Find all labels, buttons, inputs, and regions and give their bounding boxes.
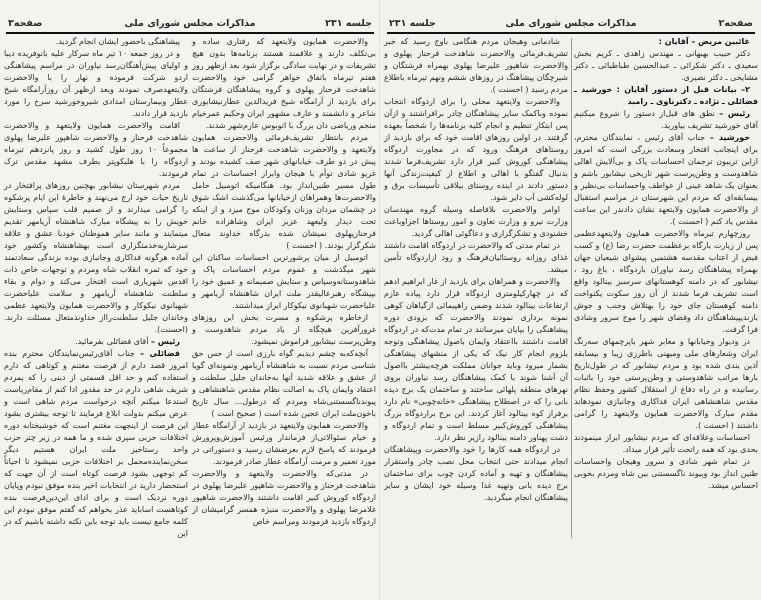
paragraph — [4, 336, 188, 348]
paragraph-text: والاحضرت ولایتعهد محلی را برای اردوگاه انتخاب نموده وبا‌کمک سایر پیشاهنگان چادر برافراشتند و ازآن پس ابتکار تنظیم و انجام کلیه برنامه‌ها را شخصاً بعهده گرفتند. در اولین روزهای اقامت خود که برای بازدید از روستاهای فرهنگ ورود که در مجاورت اردوگاه پیشاهنگی کوروش کبیر قرار دارد تشریف‌فرما شدند بدنبال گفتگو با اهالی و اطلاع از کیفیت‌زندگی آنها دستور دادند در اینده روستای بیلاقی تأسیسات برق و لوله‌کشی آب دایر شود. — [384, 97, 568, 202]
publication-title: مذاکرات مجلس شورای ملی — [505, 18, 637, 29]
paragraph-text: والاحضرت و همراهان برای بازدید از غار ابراهیم ادهم که در چهارکیلومتری اردوگاه قرار دارد پیاده عازم ارتفاعات بینالود شدند وضمن راهپیمائی ازگیاهان کوهی نمونه برداری نمودند والاحضرت که بزودی دوره پیشاهنگی را بپایان میرسانند در تمام مدت‌که در اردوگاه اقامت داشتند بااعتقاد وایمان باصول پیشاهنگی وتوجه بلزوم انجام کار نیک که یکی از منشهای پیشاهنگی بشمار میرود وباید جوانان مملکت هرچه‌بیشتر بااصول آن آشنا شوند با کمک پیشاهنگان رسد نیاوران بروی نهرهای منطقه پلهائی ساختند و ساختمان یک برج دیده بانی را که در اصطلاح پیشاهنگی «خانه‌چوبی» نام دارد برفراز کوه بینالود آغاز کردند. این برج براردوگاه بزرگ پیشاهنگی کوروش‌کبیر مسلط است و تمام اردوگاه و دشت پهناور دامنه بینالود رازیر نظر دارد. — [384, 277, 568, 442]
paragraph — [574, 228, 758, 336]
paragraph — [192, 348, 376, 420]
paragraph — [4, 48, 188, 120]
page-header — [8, 18, 372, 32]
paragraph — [384, 204, 568, 240]
speaker-label: غائبین مریض – آقایان : — [658, 37, 750, 46]
session-number: جلسه ۲۳۱ — [325, 18, 372, 29]
paragraph-text: شادمانی وهیجان مردم هنگامی باوج رسید که خبر تشریف‌فرمائی والاحضرت شاهدخت فرحناز پهلوی و والاحضرت شاهپور علیرضا پهلوی بهمراه فرشتگان و شیرچگان پیشاهنگ در روزهای ششم ونهم تیرماه باطلاع مردم رسید ( احسنت ). — [384, 37, 568, 94]
speaker-label: خورشید – — [709, 133, 750, 142]
paragraph — [574, 132, 758, 228]
paragraph-text: اوامر والاحضرت بلافاصله وسیله گروه مهندسان وزارت نیرو و وزارت تعاون و امور روستاها اجراوباعث خشنودی و تشکرگزاری و دعاگوئی اهالی گردید. — [384, 205, 568, 238]
paragraph-text: مردم بانتظار تشریف‌فرمائی والاحضرت همایون ولایتعهد و والاحضرت شاهدخت فرحناز از ساعت ها پیش در دو طرف خیابانهای شهر صف کشیده بودند و غریو شادی توأم با هیجان وابراز احساسات در تمام طول مسیر طنین‌انداز بود. هنگامیکه اتومبیل حامل والاحضرت‌ها وهمراهان ازخیابانها می‌گذشت اشک شوق در چشمان مردان وزنان وکودکان موج میزد و از اینکه تحت دیدار ولیعهد عزیز ایران وشاهزاده خانم فرحنازپهلوی نمیشان شده بدرگاه خداوند متعال شکرگزار بودند. ( احسنت ) — [192, 133, 376, 250]
paragraph-text: در ودیوار وخیابانها و معابر شهر باپرچمهای سه‌رنگ ایران وشعارهای ملی ومیهنی باطرزی زیبا و بیسابقه آذین بندی شده بود و مردم نیشابور که در طول‌تاریخ بارها مراتب شاهدوستی و وطن‌پرستی خود را باثبات رسانیده و در راه دفاع از استقلال کشور وحفظ نظام مقدس شاهنشاهی ایران فداکاری وجانبازی نمودهاند مقدم مبارک والاحضرت همایون ولایتعهد را گرامی داشتند ( احسنت ). — [574, 337, 758, 430]
paragraph — [192, 132, 376, 252]
paragraph-text: نطق های قبل‌از دستور را شروع میکنیم آقای خورشید تشریف بیاورید. — [574, 109, 758, 130]
paragraph-text: والاحضرت همایون ولایتعهد در بازدید از آرامگاه عطار و خیام سئوالاتی‌از فرماندار ورئیس آموزش‌وپرورش فرمودند که پاسخ لازم بعرضشان رسید و دستوراتی در مورد تعمیر و مرمت آرامگاه عطار صادر فرمودند. — [192, 421, 376, 466]
paragraph-text: روزچهارم تیرماه والاحضرت همایون ولایتعهدعظمی پس از زیارت بارگاه برعظمت حضرت رضا (ع) و کسب فیض از اعتاب مقدسه هشتمین پیشوای شیعیان جهان بهمراه پیشاهنگان رسد نیاوران باردوگاه ، باغ رود ، نیشابور که در دامنه کوهستانهای سرسبز بینالود واقع است تشریف فرما شدند از آن روز سکوت یکنواخت دامنه کوهستان جای خود را بهتلاش وجنب و جوش بازندیپیشاهنگان داد وفضای شهر را موج سرور وشادی فرا گرفت. — [574, 229, 758, 334]
paragraph — [384, 96, 568, 204]
speaker-label: فضائلی – — [140, 349, 181, 358]
session-number: جلسه ۲۳۱ — [389, 18, 436, 29]
paragraph — [574, 336, 758, 432]
paragraph — [574, 108, 758, 132]
paragraph — [4, 348, 188, 540]
paragraph — [192, 420, 376, 468]
paragraph — [192, 468, 376, 528]
paragraph — [574, 48, 758, 84]
paragraph-text: والاحضرت همایون ولایتعهد که رفتاری ساده و بی‌تکلف دارند و علاقمند هستند برنامه‌ها بدون هیچ تشریفات و در نهایت سادگی برگزار شود بعد ازظهر روز هفتم تیرماه باتفاق خواهر گرامی خود والاحضرت شاهدخت فرحناز پهلوی و گروه پیشاهنگان فرشتگان برای بازدید از آرامگاه شیخ فریدالدین عطارنیشابوری شاعر و دانشمند و عارف مشهور ایران وحکیم عمرخیام منجم وریاضی دان بزرگ با اتوبوس عازم‌شهر شدند. — [192, 37, 376, 130]
publication-title: مذاکرات مجلس شورای ملی — [124, 18, 256, 29]
paragraph-text: پیشاهنگی باحضور ایشان انجام گردید. — [55, 37, 180, 46]
left-page — [0, 0, 380, 600]
paragraph-text: اقامت والاحضرت همایون ولایتعهد و والاحضرت شاهدخت فرحناز و والاحضرت شاهپور علیرضا پهلوی مجموعاً ۱۰ روز طول کشید و روز پانزدهم تیرماه اردوگاه را با هلیکوپتر بطرف مشهد مقدس ترک فرمودند. — [4, 121, 189, 178]
text-column-left — [4, 36, 188, 540]
paragraph-text: جناب آقای رئیس ، نمایندگان محترم، برای اینجانب افتخار وسعادت بزرگی است که امروز ازاین تریبون ترجمان احساسات پاک و بی‌آلایش اهالی شاهدوست و وطن‌پرست شهر تاریخی نیشابور باشم و بعنوان یک شاهد عینی از عواطف واحساسات بی‌نظیر و بیسابقه‌ای که مردم این شهرستان در مراسم استقبال از والاحضرت همایون ولایتعهد نشان دادندر این ساعت مقدس یاد کنم ( احسنت ). — [574, 133, 758, 226]
paragraph — [192, 252, 376, 312]
page-number: صفحه۳ — [8, 18, 43, 29]
speaker-label: ۲– بیانات قبل از دستور آقایان : خورشید ـ فضائلی ـ نژاده ـ دکترناوی ـ رامبد — [574, 85, 758, 106]
paragraph-text: دکتر حبیب بهبهانی ـ مهندس زاهدی ـ کریم بخش سعیدی ـ دکتر شکرائی ـ عبدالحسین طباطبائی ـ دکتر مشایخی ـ دکتر نصیری. — [574, 49, 758, 82]
paragraph — [192, 312, 376, 348]
page-number: صفحه۲ — [718, 18, 753, 29]
text-column-right — [574, 36, 758, 492]
paragraph-text: جناب آقای‌رئیس‌نمایندگان محترم بنده امروز قصد دارم از فرصت مغتنم و کوتاهی که دارم استفاده کنم و حد اقل قسمتی از دینی را که بمردم شریف شاهی دارم در حد مقدور ادا کنم از مقام‌ریاست استدعا میکنم آنچه درخواست مردم شاهی است و عرض میکنم بدولت ابلاغ فرمایند تا توجه بیشتری بشود این فرصت از اینجهت مغتنم است که خوشبختانه دوره اختلافات حزبی سپری شده و ما همه در زیر چتر حزب واحد رستاخیز ملت ایران هستیم دیگر سخن‌نماینده‌محمل بر اختلافات حزبی نمیشود تا احیاناً کم توجهی بشود فرصت کوتاه است از آن جهت که استحضار دارید در انتخابات اخیر بنده موفق نبودم وپایان دوره نزدیک است و برای ادای این‌دین‌فرصت بنده کوتاهست اساباید عذر بخواهم که گفتم موفق نبودم این کلمه جامع نیست باید توجه باین نکته داشته باشیم که در این — [4, 349, 188, 538]
column-divider — [571, 38, 572, 538]
page-header — [389, 18, 753, 32]
paragraph-text: و در روز جمعه ۱۰ تیر ماه سرکار علیه بانوفریده دیبا و اولیای پیش‌آهنگان‌رسد نیاوران در مراسم پیشاهنگی اردو شرکت فرموده و نهار را با والاحضرت ولایتعهدصرف نمودند وبعد ازظهر آن روزآرامگاه شیخ عطار وبیمارستان امدادی شیروخورشید سرخ را مورد بازدید قرار دادند. — [4, 49, 188, 118]
paragraph-text: در تمام شهر شادی و سرور وهیجان واحساسات طنین انداز بود وپیوند ناگسستنی بین شاه ومردم بخوبی احساس میشد. — [574, 457, 758, 490]
paragraph-text: در اردوگاه همه کارها را خود والاحضرت وپیشاهنگان انجام میدادند حتی انتخاب محل نصب چادر واستقرار پیشاهنگان و تهیه و آماده کردن چوب برای ساختمان برج دیده بانی وتهیه غذا وسیله خود ایشان و سایر پیشاهنگان انجام میگردید. — [384, 445, 568, 502]
header-rule — [387, 32, 755, 34]
paragraph-text: آقای فضائلی بفرمائید. — [75, 337, 149, 346]
paragraph-text: در تمام مدتی که والاحضرت در اردوگاه اقامت داشتند غذای روزانه روستائیان‌فرهنگ و رود ازاردوگاه تأمین میشد. — [384, 241, 568, 274]
paragraph-text: در مدتی‌که والاحضرت ولایتعهد و والاحضرت شاهدخت فرحناز و والاحضرت شاهپور علیرضا پهلوی در اردوگاه کوروش کبیر اقامت داشتند والاحضرت شاهپور غلامرضا پهلوی و والاحضرت منیژه همسر گرامیشان از اردوگاه بازدید فرمودند ومراسم خاص — [192, 469, 376, 526]
paragraph — [574, 456, 758, 492]
paragraph-text: ازخاطره پرشکوه و مسرت بخش این روزهای غرورآفرین هیچگاه از یاد مردم شاهدوست و وطن‌پرست نیشابور فراموش نمیشود. — [192, 313, 376, 346]
paragraph-text: احساسات وعلاقه‌ای که مردم نیشابور ابراز مینمودند بحدی بود که همه راتحت تأثیر قرار میداد. — [574, 433, 758, 454]
text-column-right — [192, 36, 376, 528]
paragraph — [574, 36, 758, 48]
paragraph — [384, 444, 568, 504]
paragraph-text: اتومبیل از میان پرشورترین احساسات ساکنان این شهر میگذشت و عموم مردم احساسات پاک و شاهدوستانه‌وسپاس و ستایش صمیمانه و عمیق خود را بپیشگاه رهبرعالیقدر ملت ایران شاهنشاه آریامهر و علیاحضرت شهبانوی نیکوکار ابراز میداشتند. — [192, 253, 376, 310]
paragraph — [384, 240, 568, 276]
header-rule — [6, 32, 374, 34]
paragraph-text: مردم شهرستان نیشابور بهچنین روزهای پرافتخار در تاریخ حیات خود ارج می‌نهند و خاطرهٔ این ایام پرشکوه را گرامی میدارند و از صمیم قلب سپاس وستایش خویش را به پیشگاه مبارک شاهنشاه آریامهر تقدیم میتمایند و مانند سایر هموطنان خودبا عشق و علاقه سرشاربه‌خدمتگزاری است بهشاهنشاه وکشور خود آماده هرگونه فداکاری وجانبازی بوده بزندگی سعادتمند خود که ثمره انقلاب شاه ومردم و توجهات خاص ذات اقدس شهریاری است افتخار می‌کند و دوام و بقاء سلطنت شاهنشاه آریامهر و سلامت علیاحضرت شهبانوی نیکوکار و والاحضرت همایون ولایتعهد عظمی وخاندان جلیل سلطنت‌رااز خداوندمتعال مسئلت دارند. (احسنت). — [4, 181, 188, 334]
paragraph — [4, 120, 188, 180]
speaker-label: رئیس – — [719, 109, 751, 118]
paragraph — [574, 432, 758, 456]
paragraph — [4, 180, 188, 336]
paragraph — [574, 84, 758, 108]
speaker-label: رئیس – — [151, 337, 180, 346]
right-page — [381, 0, 761, 600]
paragraph — [384, 36, 568, 96]
paragraph — [4, 36, 188, 48]
paragraph — [384, 276, 568, 444]
text-column-left — [384, 36, 568, 504]
paragraph — [192, 36, 376, 132]
paragraph-text: آنچه‌که‌به چشم دیدیم گواه بارزی است از حس حق شناسی مردم نسبت به شاهنشاه آریامهر ونمونه‌ای گویا از عشق و علاقه شدید آنها به‌خاندان جلیل سلطنت و اعتقاد وایمان پاک به اصالت نظام مقدس شاهنشاهی و پیوندناگسستنی‌شاه ومردم که درطول... سال تاریخ باخون‌ملت ایران عجین شده است ( صحیح است ) — [192, 349, 376, 418]
